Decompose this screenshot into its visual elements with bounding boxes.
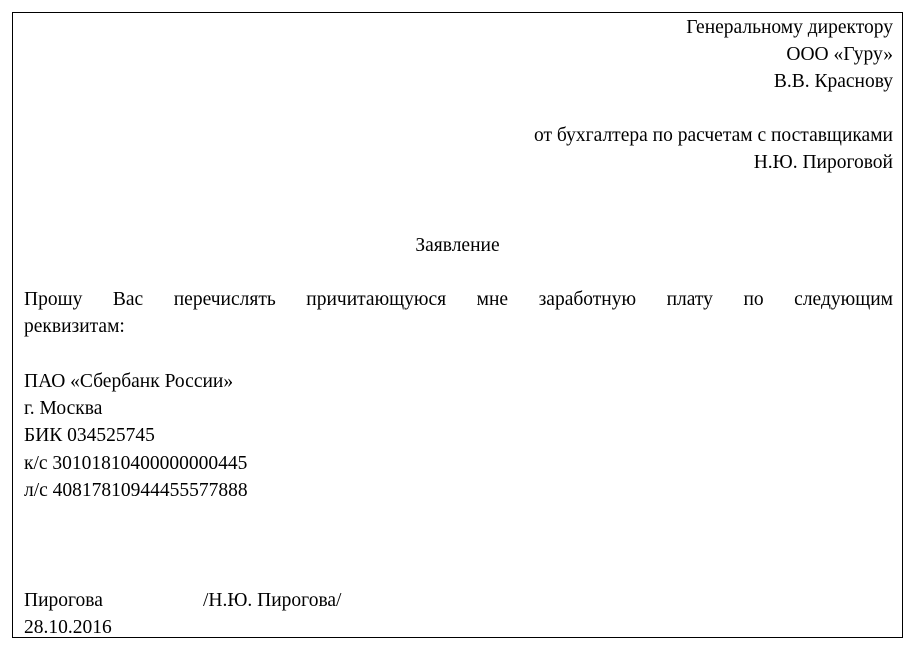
addressee-company: ООО «Гуру» xyxy=(786,44,893,65)
body-line-2: реквизитам: xyxy=(24,316,125,337)
addressee-position: Генеральному директору xyxy=(686,17,893,38)
bank-bik: БИК 034525745 xyxy=(24,425,155,446)
bank-corr-account: к/с 30101810400000000445 xyxy=(24,453,248,474)
bank-city: г. Москва xyxy=(24,398,103,419)
signature-sign: Пирогова xyxy=(24,590,103,611)
addressee-name: В.В. Краснову xyxy=(773,71,893,92)
document-frame xyxy=(12,12,903,638)
signature-date: 28.10.2016 xyxy=(24,617,112,638)
document-title: Заявление xyxy=(415,235,500,256)
sender-name: Н.Ю. Пироговой xyxy=(753,152,893,173)
sender-position: от бухгалтера по расчетам с поставщиками xyxy=(534,125,893,146)
bank-name: ПАО «Сбербанк России» xyxy=(24,371,234,392)
signature-name: /Н.Ю. Пирогова/ xyxy=(203,590,342,611)
bank-personal-account: л/с 40817810944455577888 xyxy=(24,480,248,501)
body-line-1: Прошу Вас перечислять причитающуюся мне заработную плату по следующим xyxy=(24,289,893,310)
